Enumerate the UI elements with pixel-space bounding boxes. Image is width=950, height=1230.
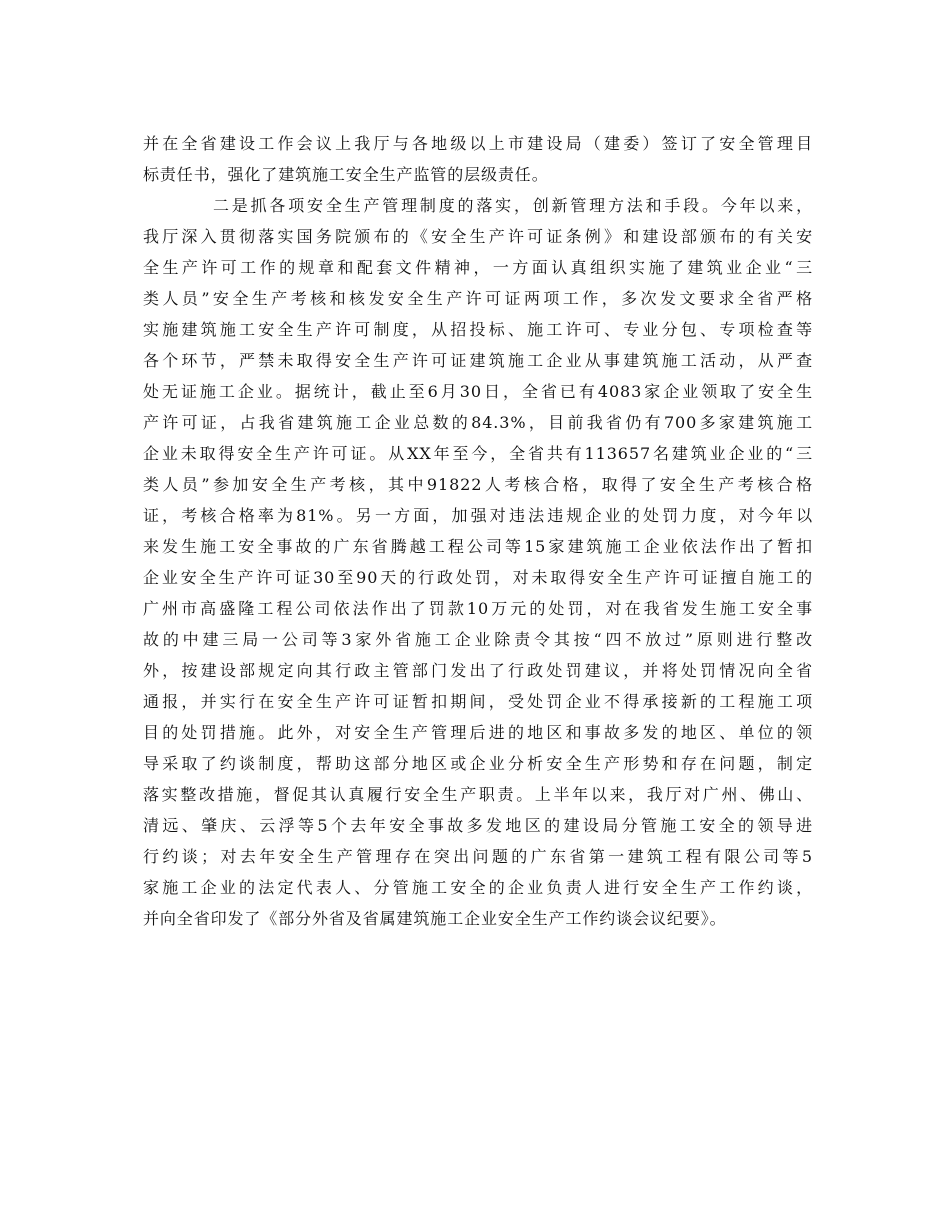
text-line: 企业安全生产许可证30至90天的行政处罚，对未取得安全生产许可证擅自施工的	[143, 568, 813, 587]
document-body	[143, 128, 813, 934]
text-line: 清远、肇庆、云浮等5个去年安全事故多发地区的建设局分管施工安全的领导进	[143, 816, 813, 835]
text-line: 企业未取得安全生产许可证。从XX年至今，全省共有113657名建筑业企业的“三	[143, 444, 813, 463]
text-line: 全生产许可工作的规章和配套文件精神，一方面认真组织实施了建筑业企业“三	[143, 258, 813, 277]
text-line: 我厅深入贯彻落实国务院颁布的《安全生产许可证条例》和建设部颁布的有关安	[143, 227, 813, 246]
text-line: 广州市高盛隆工程公司依法作出了罚款10万元的处罚，对在我省发生施工安全事	[143, 599, 813, 618]
text-line: 标责任书，强化了建筑施工安全生产监管的层级责任。	[143, 165, 549, 184]
text-line: 类人员”安全生产考核和核发安全生产许可证两项工作，多次发文要求全省严格	[143, 289, 813, 308]
text-line: 类人员”参加安全生产考核，其中91822人考核合格，取得了安全生产考核合格	[143, 475, 813, 494]
text-line: 证，考核合格率为81%。另一方面，加强对违法违规企业的处罚力度，对今年以	[143, 506, 813, 525]
text-line: 通报，并实行在安全生产许可证暂扣期间，受处罚企业不得承接新的工程施工项	[143, 692, 813, 711]
text-line: 产许可证，占我省建筑施工企业总数的84.3%，目前我省仍有700多家建筑施工	[143, 413, 813, 432]
text-line: 落实整改措施，督促其认真履行安全生产职责。上半年以来，我厅对广州、佛山、	[143, 785, 813, 804]
text-line: 各个环节，严禁未取得安全生产许可证建筑施工企业从事建筑施工活动，从严查	[143, 351, 813, 370]
text-line: 处无证施工企业。据统计，截止至6月30日，全省已有4083家企业领取了安全生	[143, 382, 813, 401]
text-line: 家施工企业的法定代表人、分管施工安全的企业负责人进行安全生产工作约谈，	[143, 878, 813, 897]
text-line: 并向全省印发了《部分外省及省属建筑施工企业安全生产工作约谈会议纪要》。	[143, 909, 727, 928]
paragraph-start-line: 二是抓各项安全生产管理制度的落实，创新管理方法和手段。今年以来，	[213, 196, 813, 215]
text-line: 目的处罚措施。此外，对安全生产管理后进的地区和事故多发的地区、单位的领	[143, 723, 813, 742]
text-line: 行约谈；对去年安全生产管理存在突出问题的广东省第一建筑工程有限公司等5	[143, 847, 813, 866]
text-line: 外，按建设部规定向其行政主管部门发出了行政处罚建议，并将处罚情况向全省	[143, 661, 813, 680]
text-line: 故的中建三局一公司等3家外省施工企业除责令其按“四不放过”原则进行整改	[143, 630, 813, 649]
text-line: 并在全省建设工作会议上我厅与各地级以上市建设局（建委）签订了安全管理目	[143, 134, 813, 153]
text-line: 导采取了约谈制度，帮助这部分地区或企业分析安全生产形势和存在问题，制定	[143, 754, 813, 773]
text-line: 实施建筑施工安全生产许可制度，从招投标、施工许可、专业分包、专项检查等	[143, 320, 813, 339]
text-line: 来发生施工安全事故的广东省腾越工程公司等15家建筑施工企业依法作出了暂扣	[143, 537, 813, 556]
